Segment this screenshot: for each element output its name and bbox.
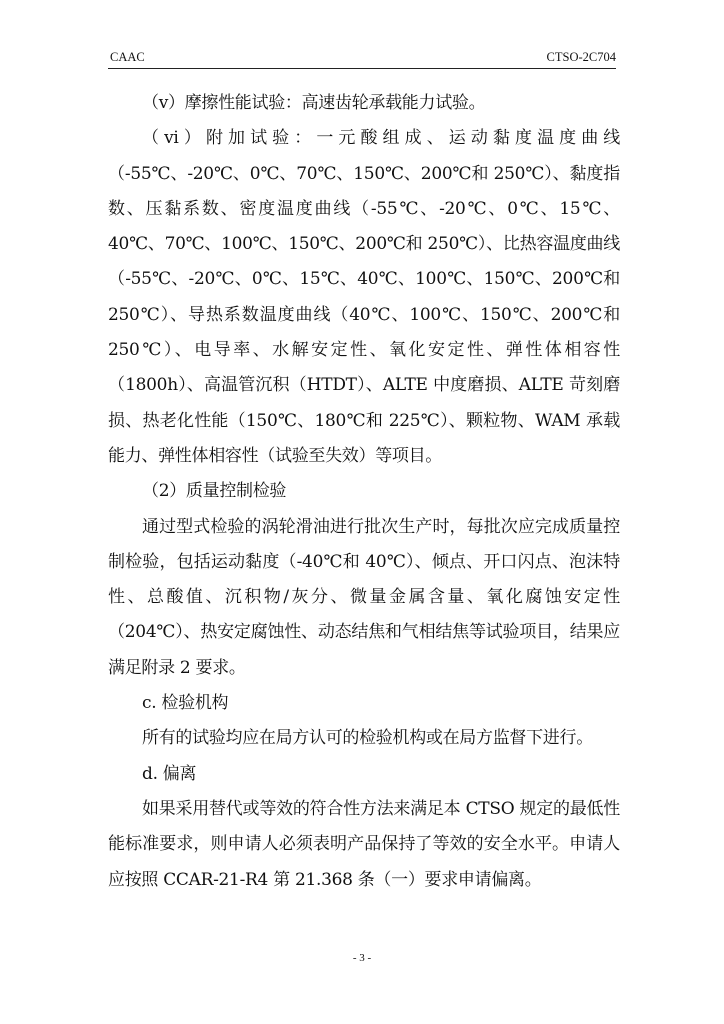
page-number: - 3 - — [352, 952, 372, 964]
heading-deviation: d. 偏离 — [142, 763, 197, 784]
heading-inspection-agency: c. 检验机构 — [142, 693, 229, 714]
paragraph-additional-tests: （vi）附加试验：一元酸组成、运动黏度温度曲线（-55℃、-20℃、0℃、70℃、150℃、200℃和 250℃）、黏度指数、压黏系数、密度温度曲线（-55℃、-20℃、0℃、15℃、40℃、70℃、100℃、150℃、200℃和 250℃）、比热容温度曲线（-55℃、-20℃、0℃、15℃、40℃、100℃、150℃、200℃和 250℃）、导热系数温度曲线（40℃、100℃、150℃、200℃和 250℃）、电导率、水解安定性、氧化安定性、弹性体相容性（1800h）、高温管沉积（HTDT）、ALTE 中度磨损、ALTE 苛刻磨损、热老化性能（150℃、180℃和 225℃）、颗粒物、WAM 承载能力、弹性体相容性（试验至失效）等项目。 — [108, 128, 620, 466]
paragraph-deviation: 如果采用替代或等效的符合性方法来满足本 CTSO 规定的最低性能标准要求，则申请人必须表明产品保持了等效的安全水平。申请人应按照 CCAR-21-R4 第 21.368 条（一）要求申请偏离。 — [108, 798, 620, 890]
page-header — [108, 50, 616, 69]
paragraph-quality-control: 通过型式检验的涡轮滑油进行批次生产时，每批次应完成质量控制检验，包括运动黏度（-40℃和 40℃）、倾点、开口闪点、泡沫特性、总酸值、沉积物/灰分、微量金属含量、氧化腐蚀安定性（204℃）、热安定腐蚀性、动态结焦和气相结焦等试验项目，结果应满足附录 2 要求。 — [108, 516, 620, 678]
paragraph-friction-test: （v）摩擦性能试验：高速齿轮承载能力试验。 — [142, 93, 486, 113]
header-org: CAAC — [110, 50, 145, 64]
document-body — [108, 86, 620, 898]
heading-quality-control: （2）质量控制检验 — [142, 481, 287, 502]
paragraph-inspection-agency: 所有的试验均应在局方认可的检验机构或在局方监督下进行。 — [142, 728, 593, 749]
header-doc-id: CTSO-2C704 — [546, 50, 616, 64]
